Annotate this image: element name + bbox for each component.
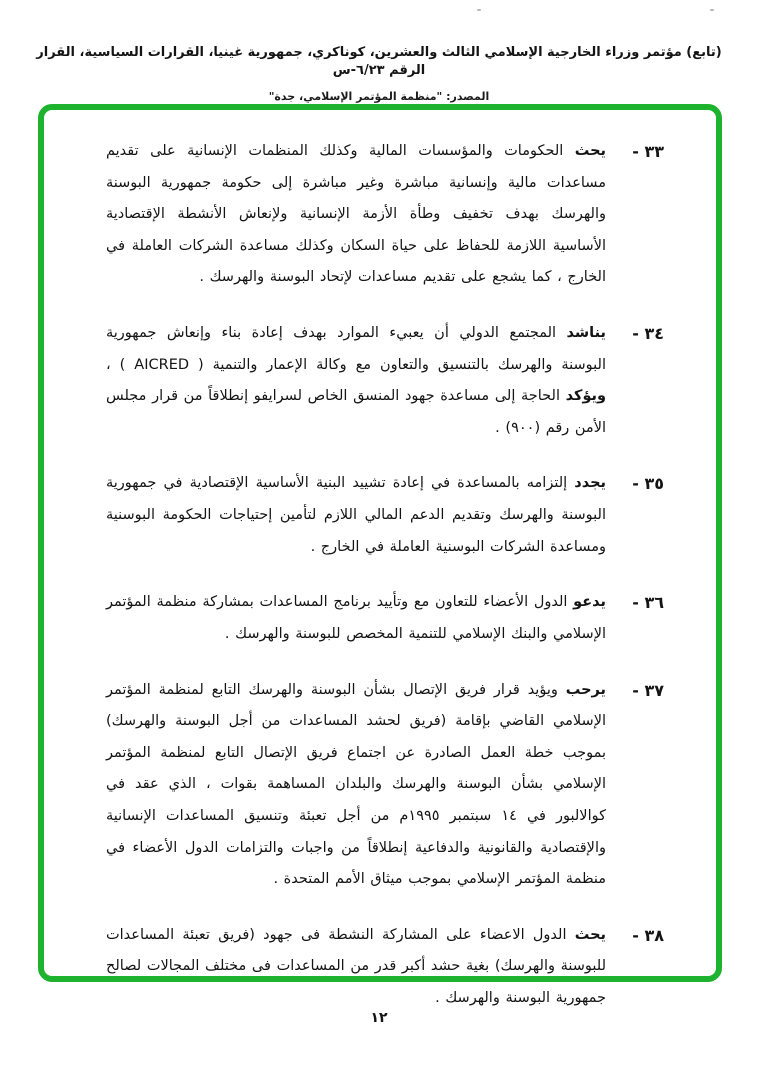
resolution-item [106,587,664,650]
text-run: يرحب [565,681,606,698]
item-text [106,318,614,444]
text-run: يدعو [573,594,606,611]
scan-artifact [710,9,714,11]
item-text [106,468,614,563]
item-text [106,587,614,650]
content-border-box [38,104,722,1007]
resolution-item [106,675,664,896]
text-run: يحث [574,143,606,159]
item-number: ٣٣ - [632,142,664,161]
text-run: الدول الاعضاء على المشاركة النشطة فى جهود (فريق تعبئة المساعدات للبوسنة والهرسك) بغية حشد أكبر قدر من المساعدات فى مختلف المجالات لصالح جمهورية البوسنة والهرسك . [106,926,606,1007]
text-run: يناشد [566,325,606,342]
item-number: ٣٨ - [632,925,664,945]
text-run: يحث [574,926,606,943]
text-run: المجتمع الدولي أن يعبيء الموارد بهدف إعادة بناء وإنعاش جمهورية البوسنة والهرسك بالتنسيق والتعاون مع وكالة الإعمار والتنمية ( AICRED ) ، [106,325,606,373]
resolution-item [106,136,664,294]
text-run: الحاجة إلى مساعدة جهود المنسق الخاص لسرايفو إنطلاقاً من قرار مجلس الأمن رقم (٩٠٠) . [106,388,606,436]
item-text [106,920,614,1015]
text-run: إلتزامه بالمساعدة في إعادة تشييد البنية الأساسية الإقتصادية في جمهورية البوسنة والهرسك وتقديم الدعم المالي اللازم لتأمين إحتياجات الحكومة البوسنية ومساعدة الشركات البوسنية العاملة في الخارج . [106,475,606,555]
resolution-item [106,468,664,563]
item-number: ٣٦ - [632,593,664,613]
text-run: ويؤيد قرار فريق الإتصال بشأن البوسنة والهرسك التابع لمنظمة المؤتمر الإسلامي القاضي بإقامة (فريق لحشد المساعدات من أجل البوسنة والهرسك) بموجب خطة العمل الصادرة عن اجتماع فريق الإتصال التابع لمنظمة المؤتمر الإسلامي بشأن البوسنة والهرسك والبلدان المساهمة بقوات ، الذي عقد في كوالالبور في ١٤ سبتمبر ١٩٩٥م من أجل تعبئة وتنسيق المساعدات الإنسانية والإقتصادية والقانونية والدفاعية إنطلاقاً من واجبات والتزامات الدول الأعضاء في منظمة المؤتمر الإسلامي بموجب ميثاق الأمم المتحدة . [106,681,606,888]
resolution-items [106,136,664,1039]
header-source: المصدر: "منظمة المؤتمر الإسلامي، جدة" [268,90,490,104]
text-run: الحكومات والمؤسسات المالية وكذلك المنظمات الإنسانية على تقديم مساعدات مالية وإنسانية مباشرة وغير مباشرة إلى حكومة جمهورية البوسنة والهرسك بهدف تخفيف وطأة الأزمة الإنسانية ولإنعاش الأنشطة الإقتصادية الأساسية اللازمة للحفاظ على حياة السكان وكذلك مساعدة الشركات العاملة في الخارج ، كما يشجع على تقديم مساعدات لإتحاد البوسنة والهرسك . [106,143,606,286]
item-text [106,675,614,896]
item-number: ٣٥ - [632,474,664,494]
resolution-item [106,920,664,1015]
resolution-item [106,318,664,444]
page-number: ١٢ [370,1010,388,1026]
item-number: ٣٤ - [632,324,664,344]
text-run: يجدد [574,475,606,492]
scan-artifact [477,9,481,11]
header-title: (تابع) مؤتمر وزراء الخارجية الإسلامي الثالث والعشرين، كوناكري، جمهورية غينيا، القرارات السياسية، القرار الرقم ٦/٢٣-س [36,45,722,79]
item-text [106,136,614,294]
text-run: الدول الأعضاء للتعاون مع وتأييد برنامج المساعدات بمشاركة منظمة المؤتمر الإسلامي والبنك الإسلامي للتنمية المخصص للبوسنة والهرسك . [106,594,606,642]
item-number: ٣٧ - [632,680,664,700]
text-run: ويؤكد [565,388,606,405]
page-header [0,44,758,103]
